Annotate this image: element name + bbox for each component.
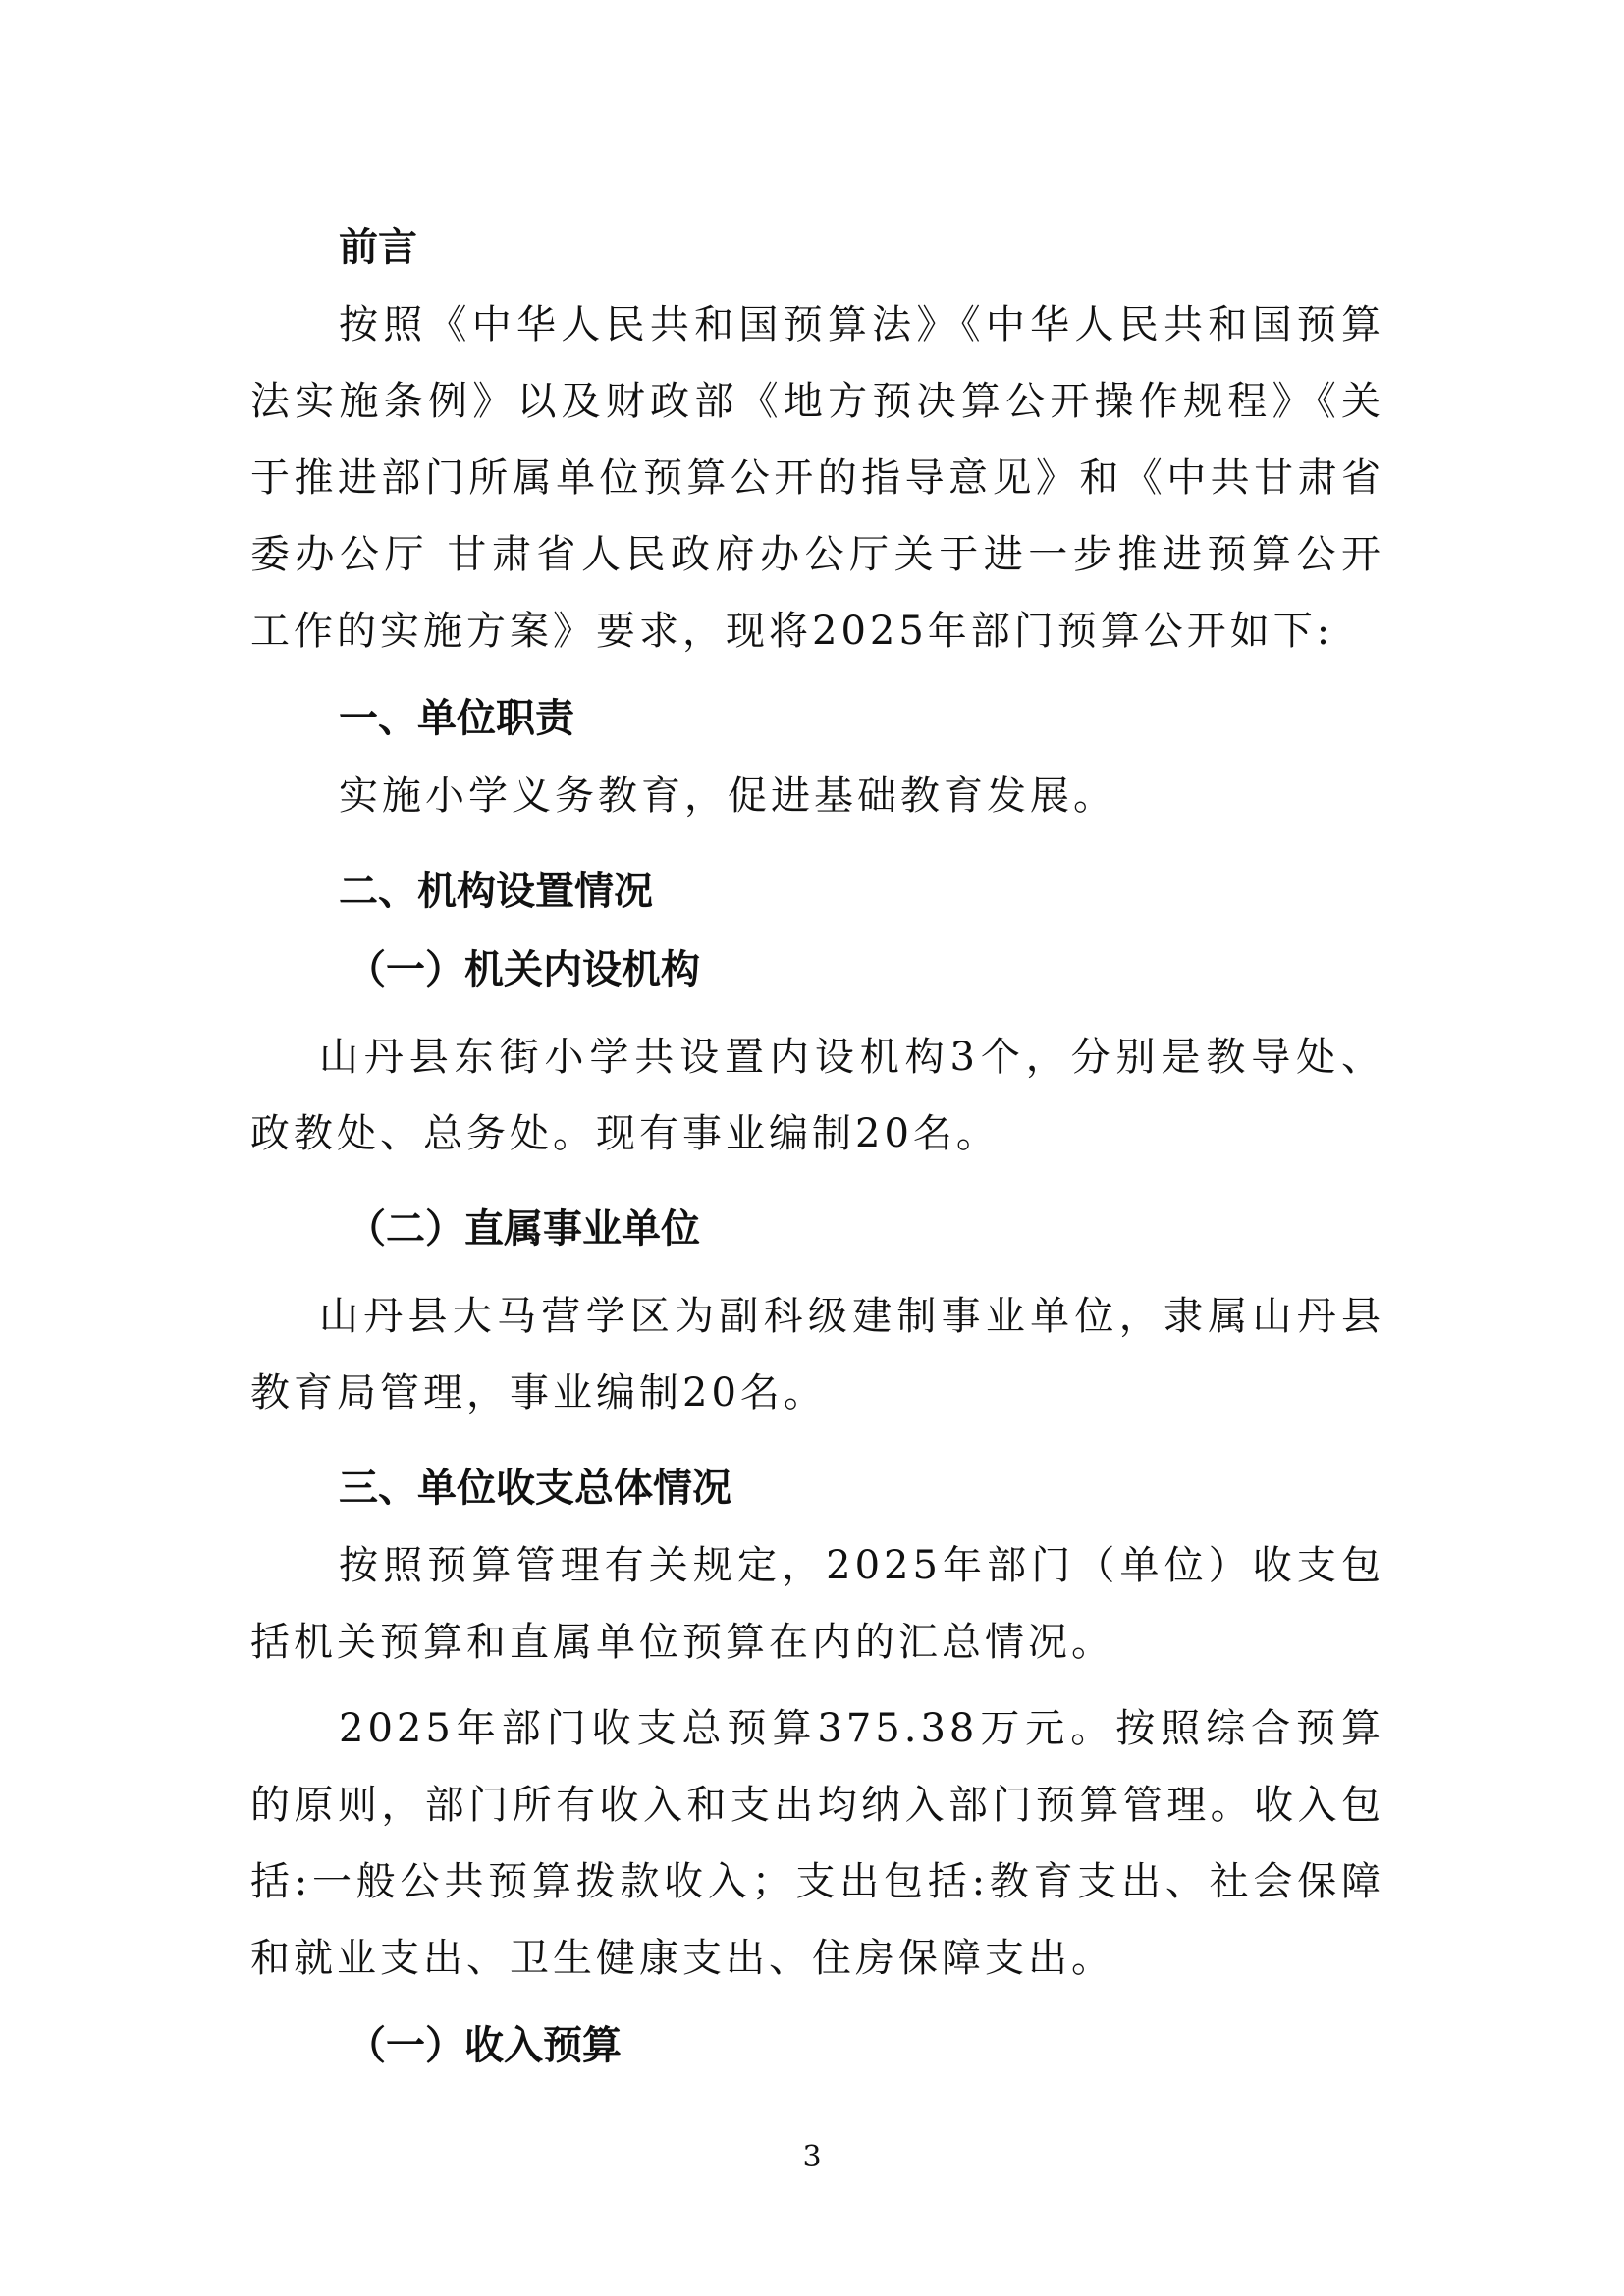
section2-heading: 二、机构设置情况 [339, 869, 653, 914]
preface-heading: 前言 [339, 225, 417, 270]
section3-heading: 三、单位收支总体情况 [339, 1466, 731, 1511]
section2-sub2-heading: （二）直属事业单位 [347, 1206, 700, 1252]
section3-sub1-heading: （一）收入预算 [347, 2023, 622, 2068]
section3-paragraph-2: 2025年部门收支总预算375.38万元。按照综合预算的原则，部门所有收入和支出均纳入部门预算管理。收入包括:一般公共预算拨款收入；支出包括:教育支出、社会保障和就业支出、卫生健康支出、住房保障支出。 [250, 1706, 1384, 1981]
section2-sub1-paragraph: 山丹县东街小学共设置内设机构3个，分别是教导处、政教处、总务处。现有事业编制20名。 [250, 1035, 1384, 1156]
section2-sub1-heading: （一）机关内设机构 [347, 947, 700, 992]
document-body [250, 208, 1384, 2085]
section2-sub2-paragraph: 山丹县大马营学区为副科级建制事业单位，隶属山丹县教育局管理，事业编制20名。 [250, 1294, 1384, 1415]
section1-heading: 一、单位职责 [339, 696, 574, 741]
preface-paragraph: 按照《中华人民共和国预算法》《中华人民共和国预算法实施条例》以及财政部《地方预决算公开操作规程》《关于推进部门所属单位预算公开的指导意见》和《中共甘肃省委办公厅 甘肃省人民政府办公厅关于进一步推进预算公开工作的实施方案》要求，现将2025年部门预算公开如下: [250, 302, 1384, 654]
page-number: 3 [802, 2140, 822, 2174]
section3-paragraph-1: 按照预算管理有关规定，2025年部门（单位）收支包括机关预算和直属单位预算在内的汇总情况。 [250, 1543, 1384, 1665]
section1-paragraph: 实施小学义务教育，促进基础教育发展。 [339, 774, 1116, 819]
